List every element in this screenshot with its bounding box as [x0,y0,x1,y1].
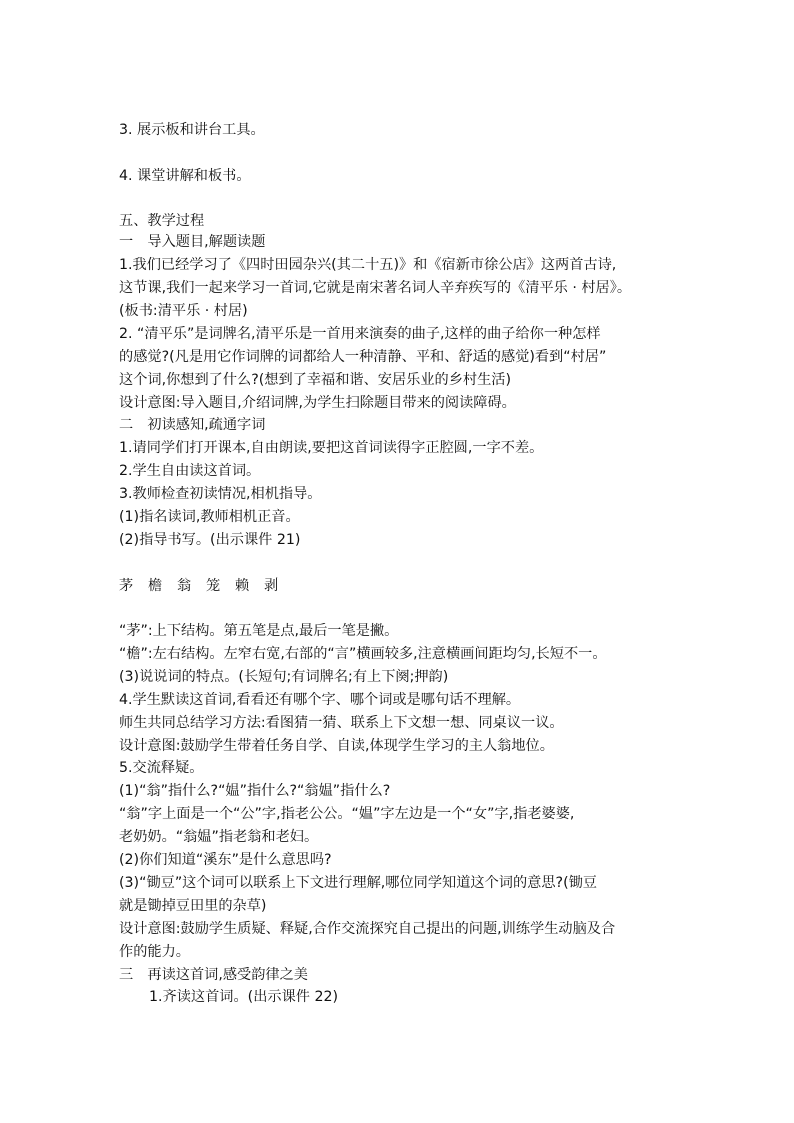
paragraph-line: 师生共同总结学习方法:看图猜一猜、联系上下文想一想、同桌议一议。 [119,715,564,731]
step-heading-2: 二 初读感知,疏通字词 [119,417,266,433]
paragraph-line: “茅”:上下结构。第五笔是点,最后一笔是撇。 [119,623,399,639]
paragraph-line: 就是锄掉豆田里的杂草) [119,898,267,914]
design-intent: 设计意图:鼓励学生带着任务自学、自读,体现学生学习的主人翁地位。 [119,738,554,754]
paragraph-line: 3.教师检查初读情况,相机指导。 [119,486,322,502]
paragraph-line: 这个词,你想到了什么?(想到了幸福和谐、安居乐业的乡村生活) [119,372,511,388]
paragraph-line: 4.学生默读这首词,看看还有哪个字、哪个词或是哪句话不理解。 [119,692,521,708]
paragraph-line: “翁”字上面是一个“公”字,指老公公。“媪”字左边是一个“女”字,指老婆婆, [119,806,575,822]
paragraph-line: “檐”:左右结构。左窄右宽,右部的“言”横画较多,注意横画间距均匀,长短不一。 [119,646,607,662]
paragraph-line: 1.齐读这首词。(出示课件 22) [149,989,339,1005]
paragraph-line: 1.请同学们打开课本,自由朗读,要把这首词读得字正腔圆,一字不差。 [119,440,544,456]
paragraph-line: (3)“锄豆”这个词可以联系上下文进行理解,哪位同学知道这个词的意思?(锄豆 [119,875,597,891]
paragraph-line: 这节课,我们一起来学习一首词,它就是南宋著名词人辛弃疾写的《清平乐 · 村居》。 [119,280,632,296]
character: 赖 [235,578,250,594]
paragraph-line: (2)你们知道“溪东”是什么意思吗? [119,852,332,868]
material-item-3: 3. 展示板和讲台工具。 [119,122,265,138]
paragraph-line: 2.学生自由读这首词。 [119,463,261,479]
material-item-4: 4. 课堂讲解和板书。 [119,168,251,184]
character: 剥 [264,578,279,594]
paragraph-line: 5.交流释疑。 [119,760,204,776]
paragraph-line: (2)指导书写。(出示课件 21) [119,532,301,548]
step-heading-3: 三 再读这首词,感受韵律之美 [119,967,308,983]
paragraph-line: (板书:清平乐 · 村居) [119,303,248,319]
design-intent: 设计意图:导入题目,介绍词牌,为学生扫除题目带来的阅读障碍。 [119,395,516,411]
character: 翁 [177,578,192,594]
paragraph-line: 的感觉?(凡是用它作词牌的词都给人一种清静、平和、舒适的感觉)看到“村居” [119,349,607,365]
step-heading-1: 一 导入题目,解题读题 [119,234,266,250]
paragraph-line: (1)指名读词,教师相机正音。 [119,509,300,525]
section-heading: 五、教学过程 [119,213,205,229]
paragraph-line: 1.我们已经学习了《四时田园杂兴(其二十五)》和《宿新市徐公店》这两首古诗, [119,257,617,273]
character: 茅 [119,578,134,594]
paragraph-line: 2. “清平乐”是词牌名,清平乐是一首用来演奏的曲子,这样的曲子给你一种怎样 [119,326,601,342]
paragraph-line: 老奶奶。“翁媪”指老翁和老妇。 [119,829,319,845]
paragraph-line: (3)说说词的特点。(长短句;有词牌名;有上下阕;押韵) [119,669,449,685]
paragraph-line: 作的能力。 [119,944,190,960]
design-intent: 设计意图:鼓励学生质疑、释疑,合作交流探究自己提出的问题,训练学生动脑及合 [119,921,616,937]
character: 檐 [148,578,163,594]
paragraph-line: (1)“翁”指什么?“媪”指什么?“翁媪”指什么? [119,783,391,799]
character-list [119,577,293,596]
character: 笼 [206,578,221,594]
